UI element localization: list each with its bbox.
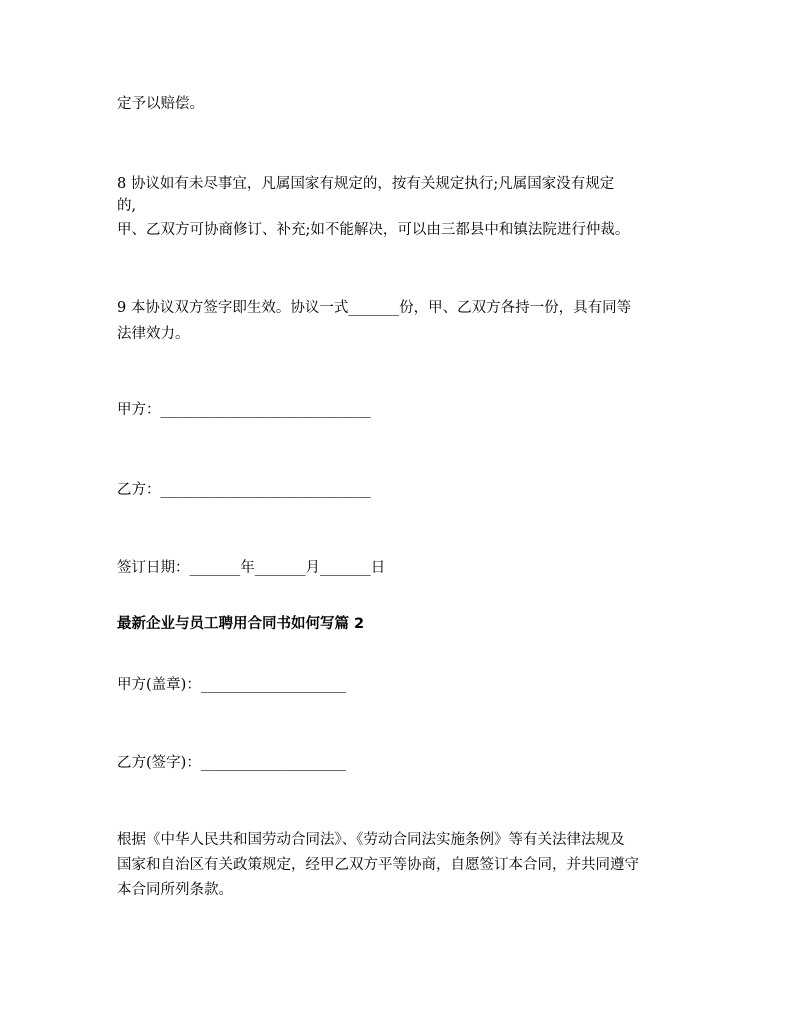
signing-date-line: 签订日期：_______年_______月_______日 [117,560,386,576]
clause-9-line-1: 9 本协议双方签字即生效。协议一式_______份，甲、乙双方各持一份，具有同等 [117,300,632,316]
party-b-signature-line: 乙方：_____________________________ [117,482,371,498]
paragraph-end-line: 定予以赔偿。 [117,96,204,112]
clause-8-line-1: 8 协议如有未尽事宜，凡属国家有规定的，按有关规定执行;凡属国家没有规定 [117,176,615,192]
party-b-signature-field-line: 乙方(签字)：____________________ [117,755,346,771]
party-a-seal-line: 甲方(盖章)：____________________ [117,677,346,693]
clause-8-line-2: 的, [117,198,137,214]
intro-line-3: 本合同所列条款。 [117,882,233,898]
intro-line-2: 国家和自治区有关政策规定，经甲乙双方平等协商，自愿签订本合同，并共同遵守 [117,857,639,873]
intro-line-1: 根据《中华人民共和国劳动合同法》、《劳动合同法实施条例》等有关法律法规及 [117,832,625,848]
section-2-title: 最新企业与员工聘用合同书如何写篇 2 [117,616,365,632]
clause-9-line-2: 法律效力。 [117,326,190,342]
clause-8-line-3: 甲、乙双方可协商修订、补充;如不能解决，可以由三都县中和镇法院进行仲裁。 [117,222,630,238]
party-a-signature-line: 甲方：_____________________________ [117,402,371,418]
